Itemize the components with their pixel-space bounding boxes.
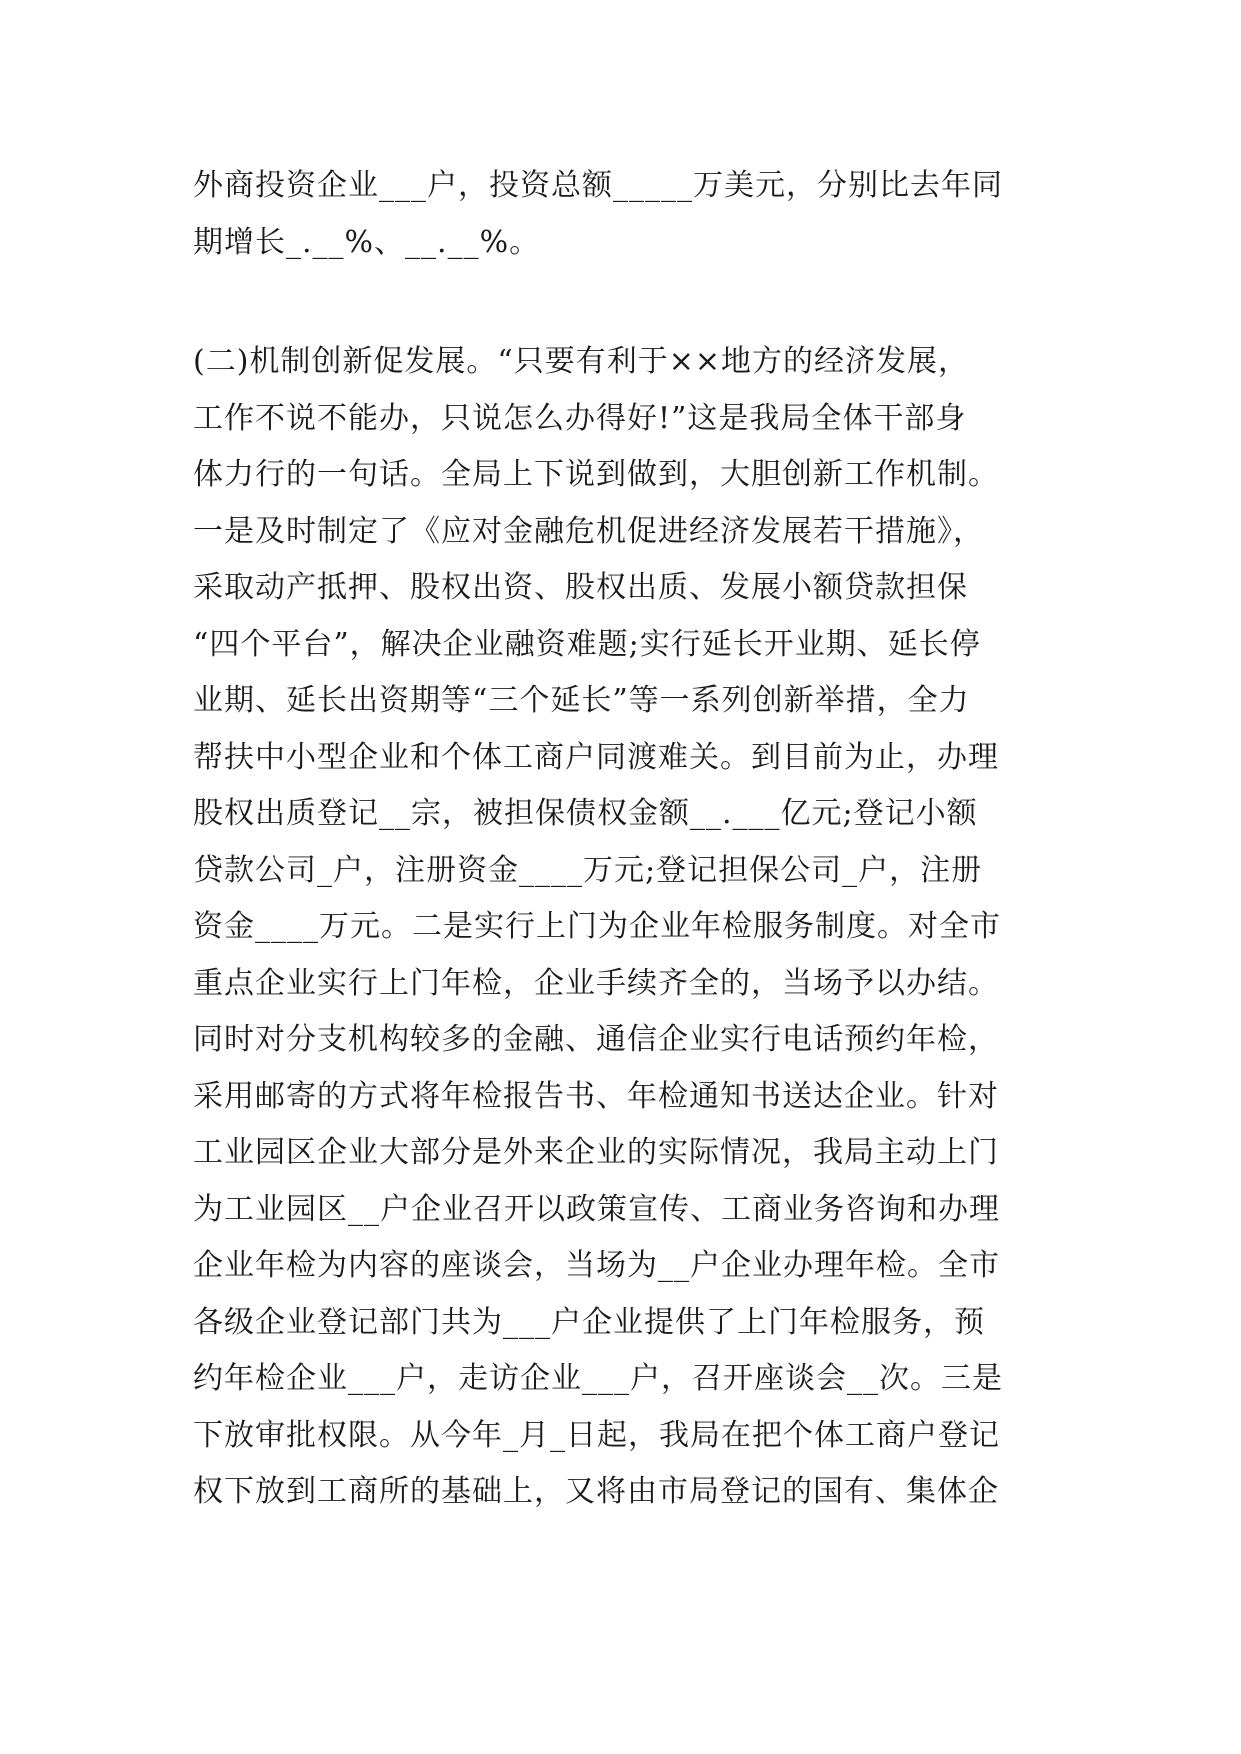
paragraph-2 (193, 334, 1053, 1521)
text-line: 贷款公司_户，注册资金____万元;登记担保公司_户，注册 (193, 852, 983, 888)
text-line: 采用邮寄的方式将年检报告书、年检通知书送达企业。针对 (193, 1078, 999, 1114)
paragraph-1 (193, 158, 1053, 271)
text-line: 权下放到工商所的基础上，又将由市局登记的国有、集体企 (193, 1474, 999, 1509)
text-line: 外商投资企业___户，投资总额_____万美元，分别比去年同 (193, 168, 1003, 203)
text-line: 企业年检为内容的座谈会，当场为__户企业办理年检。全市 (193, 1248, 1000, 1283)
text-line: 各级企业登记部门共为___户企业提供了上门年检服务，预 (193, 1304, 985, 1340)
text-line: 期增长_.__%、__.__%。 (193, 224, 541, 260)
text-line: 同时对分支机构较多的金融、通信企业实行电话预约年检， (193, 1022, 999, 1057)
text-line: 为工业园区__户企业召开以政策宣传、工商业务咨询和办理 (193, 1191, 1000, 1227)
text-line: 约年检企业___户，走访企业___户，召开座谈会__次。三是 (193, 1361, 1003, 1396)
text-line: 采取动产抵押、股权出资、股权出质、发展小额贷款担保 (193, 570, 968, 605)
text-line: 业期、延长出资期等“三个延长”等一系列创新举措，全力 (193, 683, 970, 718)
text-line: 股权出质登记__宗，被担保债权金额__.___亿元;登记小额 (193, 796, 978, 831)
text-line: 工作不说不能办，只说怎么办得好!”这是我局全体干部身 (193, 400, 967, 436)
text-line: 资金____万元。二是实行上门为企业年检服务制度。对全市 (193, 909, 1001, 944)
text-line: 体力行的一句话。全局上下说到做到，大胆创新工作机制。 (193, 457, 999, 492)
text-line: 帮扶中小型企业和个体工商户同渡难关。到目前为止，办理 (193, 739, 999, 775)
text-line: 重点企业实行上门年检，企业手续齐全的，当场予以办结。 (193, 965, 999, 1001)
text-line: 工业园区企业大部分是外来企业的实际情况，我局主动上门 (193, 1135, 999, 1170)
text-line: 一是及时制定了《应对金融危机促进经济发展若干措施》， (193, 513, 984, 549)
text-line: “四个平台”，解决企业融资难题;实行延长开业期、延长停 (193, 626, 981, 662)
text-line: 下放审批权限。从今年_月_日起，我局在把个体工商户登记 (193, 1417, 1000, 1453)
text-line: (二)机制创新促发展。“只要有利于××地方的经济发展， (193, 344, 970, 379)
